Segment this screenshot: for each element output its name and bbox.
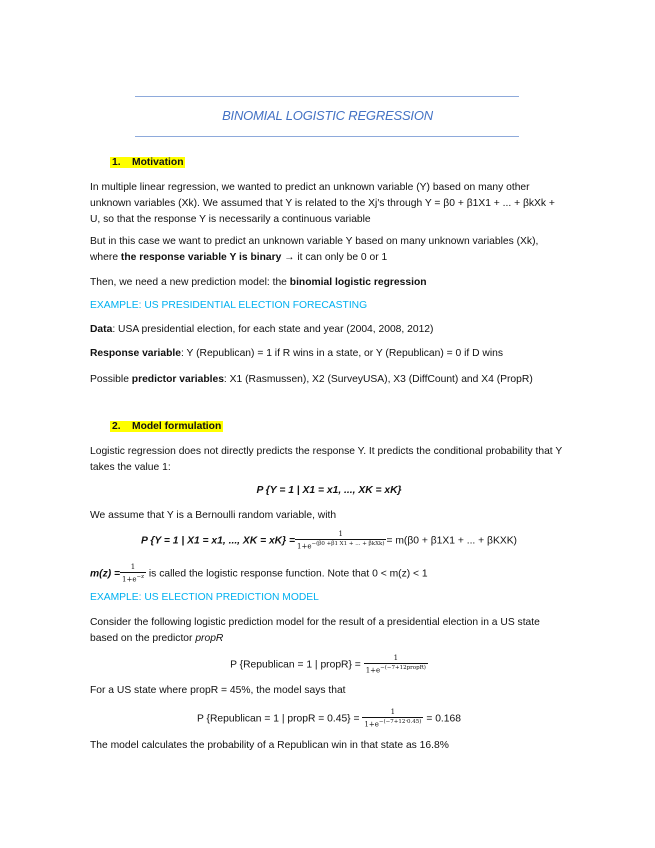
formula-lhs: P {Republican = 1 | propR} = [230,659,361,671]
fraction [120,563,146,584]
document-title: BINOMIAL LOGISTIC REGRESSION [222,108,433,123]
bold-text: Response variable [90,348,181,359]
exponent: −(β0 +β1 X1 + ... + βkXk) [311,541,385,547]
numerator: 1 [295,530,386,540]
title-rule-top [135,96,519,97]
bold-text: predictor variables [131,374,224,385]
bold-text: the response variable Y is binary [120,252,282,263]
formula-lhs: P {Y = 1 | X1 = x1, ..., XK = xK} = [141,535,295,547]
formula-republican [90,654,568,675]
denominator-base: 1+e [297,542,312,551]
paragraph-response [90,346,568,362]
paragraph-predictors [90,372,568,388]
bold-text: Data [90,324,113,335]
denominator [364,664,428,675]
formula-logistic [90,530,568,551]
formula-republican-045 [90,708,568,729]
fraction [295,530,386,551]
denominator-base: 1+e [365,666,381,675]
denominator [120,573,146,584]
numerator: 1 [362,708,423,718]
text: Possible [90,374,132,385]
text: is called the logistic response function. Note that 0 < m(z) < 1 [146,568,428,580]
paragraph-consider [90,615,568,647]
paragraph-conclusion: The model calculates the probability of a Republican win in that state as 16.8% [90,740,449,751]
exponent: −(−7+12propR) [380,665,426,671]
paragraph-logistic-function [90,563,568,584]
text: : X1 (Rasmussen), X2 (SurveyUSA), X3 (DiffCount) and X4 (PropR) [223,374,533,385]
text: : USA presidential election, for each state and year (2004, 2008, 2012) [112,324,434,335]
paragraph-linear-regression: In multiple linear regression, we wanted to predict an unknown variable (Y) based on many other unknown variables (Xk). We assumed that Y is related to the Xj's through Y = β0 + β1X1 + ... + βkXk + U, so that the response Y is necessarily a continuous variable [90,182,555,225]
numerator: 1 [120,563,146,573]
denominator-base: 1+e [122,575,137,584]
formula-lhs: m(z) = [90,568,121,580]
formula-lhs: P {Republican = 1 | propR = 0.45} = [197,713,360,725]
denominator [362,718,423,729]
section-heading-motivation [110,155,588,171]
italic-text: propR [195,633,224,644]
section-label: Model formulation [132,421,222,432]
denominator [295,540,386,551]
formula-rhs: = m(β0 + β1X1 + ... + βKXK) [386,535,517,547]
paragraph-binary [90,234,568,266]
section-label: Motivation [132,157,184,168]
text: Consider the following logistic prediction model for the result of a presidential election in a US state based on the predictor [90,617,540,644]
denominator-base: 1+e [364,720,379,729]
exponent: −z [136,574,145,580]
paragraph-new-model [90,275,568,291]
paragraph-bernoulli: We assume that Y is a Bernoulli random variable, with [90,510,337,521]
paragraph-state-example: For a US state where propR = 45%, the model says that [90,685,346,696]
example-heading-prediction-model: EXAMPLE: US ELECTION PREDICTION MODEL [90,592,319,603]
paragraph-conditional-probability: Logistic regression does not directly predicts the response Y. It predicts the conditional probability that Y takes the value 1: [90,446,563,473]
text: → it can only be 0 or 1 [281,252,388,263]
section-number: 2. [112,421,121,432]
bold-text: binomial logistic regression [289,277,427,288]
section-heading-model-formulation [110,419,588,435]
section-number: 1. [112,157,121,168]
title-rule-bottom [135,136,519,137]
text: But in this case we want to predict an unknown variable Y based on many unknown variables (Xk), where [90,236,539,263]
example-heading-forecasting: EXAMPLE: US PRESIDENTIAL ELECTION FORECASTING [90,300,368,311]
numerator: 1 [364,654,428,664]
exponent: −(−7+12·0.45) [378,719,422,725]
paragraph-data [90,322,568,338]
fraction [362,708,423,729]
formula-conditional: P {Y = 1 | X1 = x1, ..., XK = xK} [256,485,402,496]
text: Then, we need a new prediction model: the [90,277,290,288]
formula-result: = 0.168 [426,713,461,725]
text: : Y (Republican) = 1 if R wins in a state, or Y (Republican) = 0 if D wins [181,348,504,359]
fraction [364,654,428,675]
